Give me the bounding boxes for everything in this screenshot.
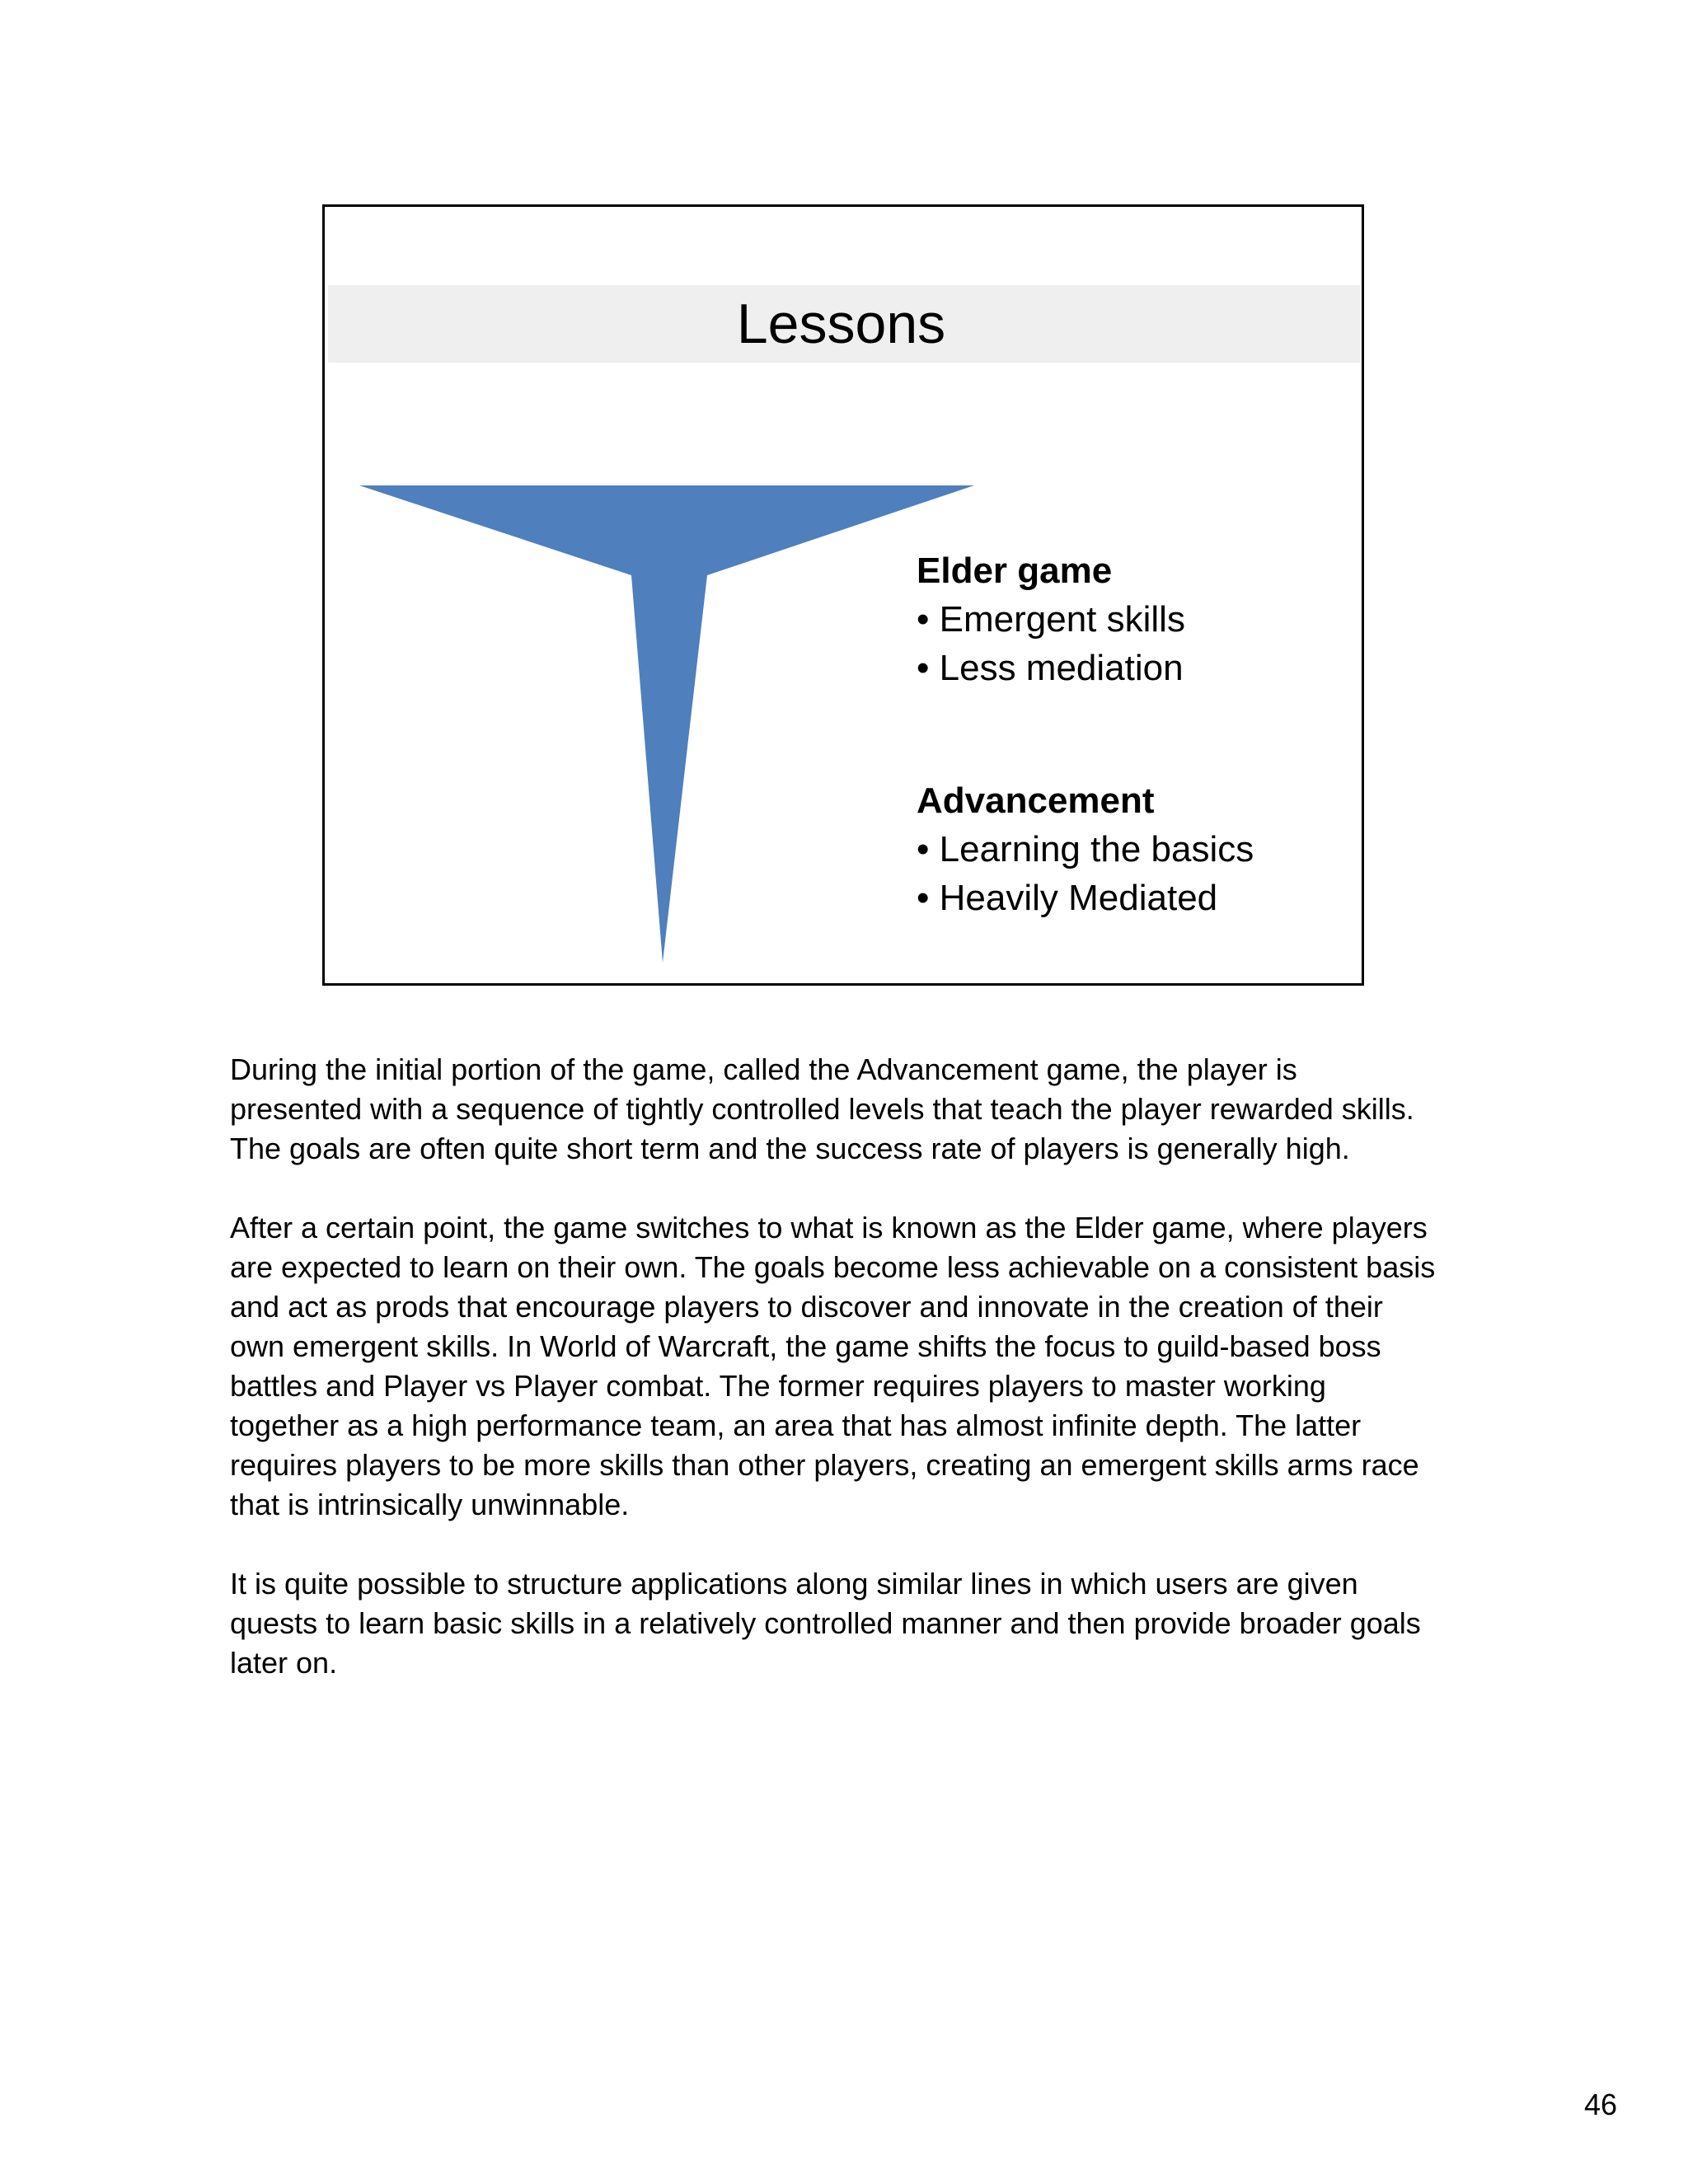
advancement-section xyxy=(917,776,1254,922)
slide-title: Lessons xyxy=(736,293,946,355)
page-number: 46 xyxy=(1583,2088,1617,2121)
elder-game-section xyxy=(917,546,1185,692)
paragraph-applications: It is quite possible to structure applications along similar lines in which users are given quests to learn basic skills in a relatively controlled manner and then provide broader goals later on. xyxy=(230,1567,1421,1680)
paragraph-elder: After a certain point, the game switches to what is known as the Elder game, where players are expected to learn on their own. The goals become less achievable on a consistent basis and act as prods that encourage players to discover and innovate in the creation of their own emergent skills. In World of Warcraft, the game shifts the focus to guild-based boss battles and Player vs Player combat. The former requires players to master working together as a high performance team, an area that has almost infinite depth. The latter requires players to be more skills than other players, creating an emergent skills arms race that is intrinsically unwinnable. xyxy=(230,1211,1436,1521)
elder-game-heading: Elder game xyxy=(917,551,1113,591)
slide-frame xyxy=(322,204,1364,986)
paragraph-advancement: During the initial portion of the game, called the Advancement game, the player is presented with a sequence of tightly controlled levels that teach the player rewarded skills. The goals are often quite short term and the success rate of players is generally high. xyxy=(230,1052,1414,1165)
advancement-bullet-heavily-mediated: • Heavily Mediated xyxy=(917,874,1254,922)
body-text xyxy=(230,1050,1483,1722)
funnel-path xyxy=(359,485,974,963)
advancement-heading: Advancement xyxy=(917,780,1155,821)
elder-bullet-emergent-skills: • Emergent skills xyxy=(917,595,1185,644)
elder-bullet-less-mediation: • Less mediation xyxy=(917,644,1185,692)
advancement-bullet-learning-basics: • Learning the basics xyxy=(917,825,1254,874)
